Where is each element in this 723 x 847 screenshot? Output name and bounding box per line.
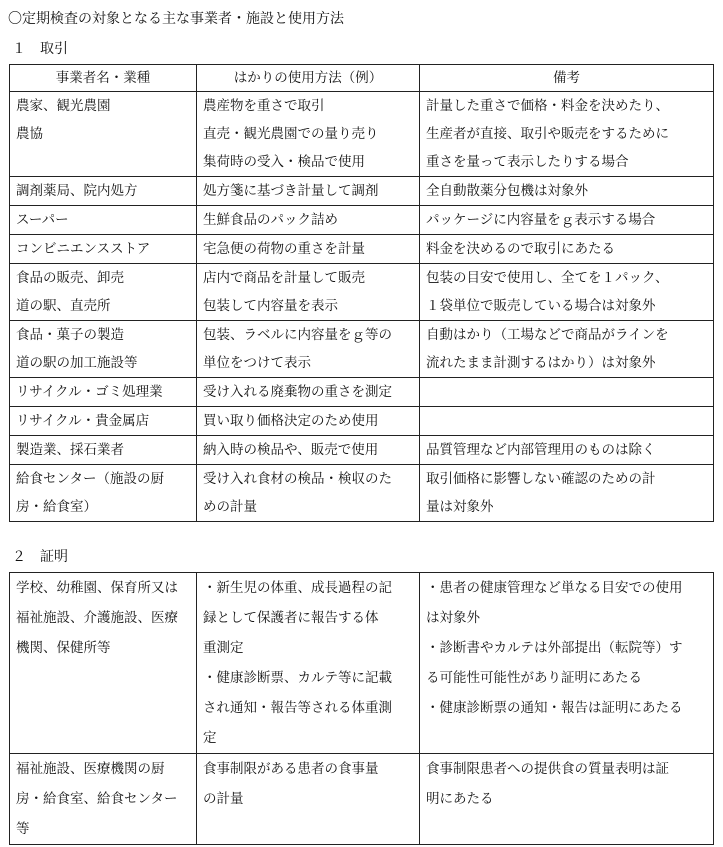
- cell-line: ・健康診断票の通知・報告は証明にあたる: [426, 700, 683, 716]
- table-cell: [197, 264, 420, 321]
- cell-line: 農家、観光農園: [16, 98, 111, 114]
- table-cell: [197, 573, 420, 754]
- cell-line: 学校、幼稚園、保育所又は: [16, 580, 178, 596]
- table-header-row: [10, 65, 714, 92]
- table-cell: [10, 407, 197, 436]
- table-row: [10, 177, 714, 206]
- cell-line: 食事制限がある患者の食事量: [203, 761, 379, 777]
- table-row: [10, 321, 714, 378]
- table-row: [10, 264, 714, 321]
- table-cell: [420, 754, 714, 845]
- cell-line: ・新生児の体重、成長過程の記: [203, 580, 392, 596]
- cell-line: 全自動散薬分包機は対象外: [426, 183, 588, 199]
- table-cell: [197, 206, 420, 235]
- table-row: [10, 754, 714, 845]
- cell-line: ・診断書やカルテは外部提出（転院等）す: [426, 640, 683, 656]
- table-cell: [197, 407, 420, 436]
- cell-line: パッケージに内容量をｇ表示する場合: [426, 212, 656, 228]
- cell-line: 房・給食室、給食センター: [16, 791, 178, 807]
- table-cell: [197, 92, 420, 177]
- cell-line: 生鮮食品のパック詰め: [203, 212, 338, 228]
- column-header: 備考: [420, 65, 714, 92]
- cell-line: 受け入れる廃棄物の重さを測定: [203, 384, 392, 400]
- cell-line: 福祉施設、介護施設、医療: [16, 610, 178, 626]
- cell-line: 製造業、採石業者: [16, 442, 124, 458]
- page-title: 〇定期検査の対象となる主な事業者・施設と使用方法: [8, 11, 344, 27]
- table-cell: [420, 573, 714, 754]
- cell-line: 計量した重さで価格・料金を決めたり、: [426, 98, 669, 114]
- table-cell: [10, 321, 197, 378]
- table-cell: [420, 321, 714, 378]
- cell-line: 機関、保健所等: [16, 640, 111, 656]
- cell-line: 明にあたる: [426, 791, 494, 807]
- cell-line: 量は対象外: [426, 499, 494, 515]
- cell-line: 自動はかり（工場などで商品がラインを: [426, 327, 669, 343]
- cell-line: スーパー: [16, 212, 69, 228]
- cell-line: 道の駅、直売所: [16, 298, 111, 314]
- table-row: [10, 235, 714, 264]
- table-row: [10, 436, 714, 465]
- cell-line: 等: [16, 821, 30, 837]
- column-header: 事業者名・業種: [10, 65, 197, 92]
- table-cell: [420, 177, 714, 206]
- table-cell: [10, 465, 197, 522]
- table-cell: [420, 235, 714, 264]
- certification-table: [9, 572, 714, 845]
- table-row: [10, 465, 714, 522]
- table-cell: [420, 436, 714, 465]
- table-row: [10, 573, 714, 754]
- table-cell: [197, 177, 420, 206]
- table-cell: [10, 92, 197, 177]
- cell-line: は対象外: [426, 610, 480, 626]
- cell-line: 食品の販売、卸売: [16, 270, 124, 286]
- cell-line: され通知・報告等される体重測: [203, 700, 392, 716]
- table-cell: [197, 321, 420, 378]
- table-cell: [420, 407, 714, 436]
- table-cell: [10, 264, 197, 321]
- cell-line: る可能性可能性があり証明にあたる: [426, 670, 642, 686]
- cell-line: 流れたまま計測するはかり）は対象外: [426, 355, 656, 371]
- table-cell: [420, 92, 714, 177]
- table-cell: [10, 235, 197, 264]
- table-cell: [10, 206, 197, 235]
- cell-line: 重さを量って表示したりする場合: [426, 154, 629, 170]
- cell-line: 農協: [16, 126, 43, 142]
- table-cell: [197, 465, 420, 522]
- cell-line: 食事制限患者への提供食の質量表明は証: [426, 761, 669, 777]
- cell-line: 定: [203, 730, 217, 746]
- cell-line: 給食センター（施設の厨: [16, 471, 164, 487]
- table-cell: [10, 177, 197, 206]
- cell-line: 包装の目安で使用し、全てを１パック、: [426, 270, 669, 286]
- cell-line: 包装、ラベルに内容量をｇ等の: [203, 327, 392, 343]
- cell-line: ・患者の健康管理など単なる目安での使用: [426, 580, 683, 596]
- table-cell: [420, 206, 714, 235]
- cell-line: リサイクル・ゴミ処理業: [16, 384, 163, 400]
- table-row: [10, 92, 714, 177]
- cell-line: 料金を決めるので取引にあたる: [426, 241, 615, 257]
- table-cell: [197, 235, 420, 264]
- cell-line: ・健康診断票、カルテ等に記載: [203, 670, 392, 686]
- cell-line: 福祉施設、医療機関の厨: [16, 761, 165, 777]
- table-cell: [10, 754, 197, 845]
- cell-line: 受け入れ食材の検品・検収のた: [203, 471, 392, 487]
- table-cell: [197, 436, 420, 465]
- table-cell: [420, 465, 714, 522]
- cell-line: 店内で商品を計量して販売: [203, 270, 365, 286]
- cell-line: 農産物を重さで取引: [203, 98, 325, 114]
- cell-line: 直売・観光農園での量り売り: [203, 126, 379, 142]
- table-cell: [10, 436, 197, 465]
- cell-line: 録として保護者に報告する体: [203, 610, 379, 626]
- cell-line: の計量: [203, 791, 244, 807]
- cell-line: 道の駅の加工施設等: [16, 355, 138, 371]
- cell-line: 品質管理など内部管理用のものは除く: [426, 442, 656, 458]
- cell-line: 食品・菓子の製造: [16, 327, 124, 343]
- cell-line: 重測定: [203, 640, 244, 656]
- table-row: [10, 407, 714, 436]
- cell-line: 包装して内容量を表示: [203, 298, 338, 314]
- column-header: はかりの使用方法（例）: [197, 65, 420, 92]
- cell-line: リサイクル・貴金属店: [16, 413, 150, 429]
- transaction-table: [9, 64, 714, 522]
- cell-line: 調剤薬局、院内処方: [16, 183, 138, 199]
- table-cell: [10, 378, 197, 407]
- cell-line: 取引価格に影響しない確認のための計: [426, 471, 656, 487]
- cell-line: 集荷時の受入・検品で使用: [203, 154, 365, 170]
- cell-line: 宅急便の荷物の重さを計量: [203, 241, 365, 257]
- cell-line: 納入時の検品や、販売で使用: [203, 442, 379, 458]
- cell-line: 生産者が直接、取引や販売をするために: [426, 126, 669, 142]
- cell-line: 房・給食室）: [16, 499, 97, 515]
- cell-line: コンビニエンスストア: [16, 241, 151, 257]
- table-cell: [420, 378, 714, 407]
- table-row: [10, 206, 714, 235]
- cell-line: 買い取り価格決定のため使用: [203, 413, 379, 429]
- cell-line: 単位をつけて表示: [203, 355, 311, 371]
- cell-line: 処方箋に基づき計量して調剤: [203, 183, 379, 199]
- table-row: [10, 378, 714, 407]
- section-heading-certification: ２ 証明: [12, 549, 68, 565]
- cell-line: １袋単位で販売している場合は対象外: [426, 298, 656, 314]
- table-cell: [420, 264, 714, 321]
- table-cell: [10, 573, 197, 754]
- cell-line: めの計量: [203, 499, 257, 515]
- table-cell: [197, 754, 420, 845]
- table-cell: [197, 378, 420, 407]
- section-heading-transaction: １ 取引: [12, 41, 68, 57]
